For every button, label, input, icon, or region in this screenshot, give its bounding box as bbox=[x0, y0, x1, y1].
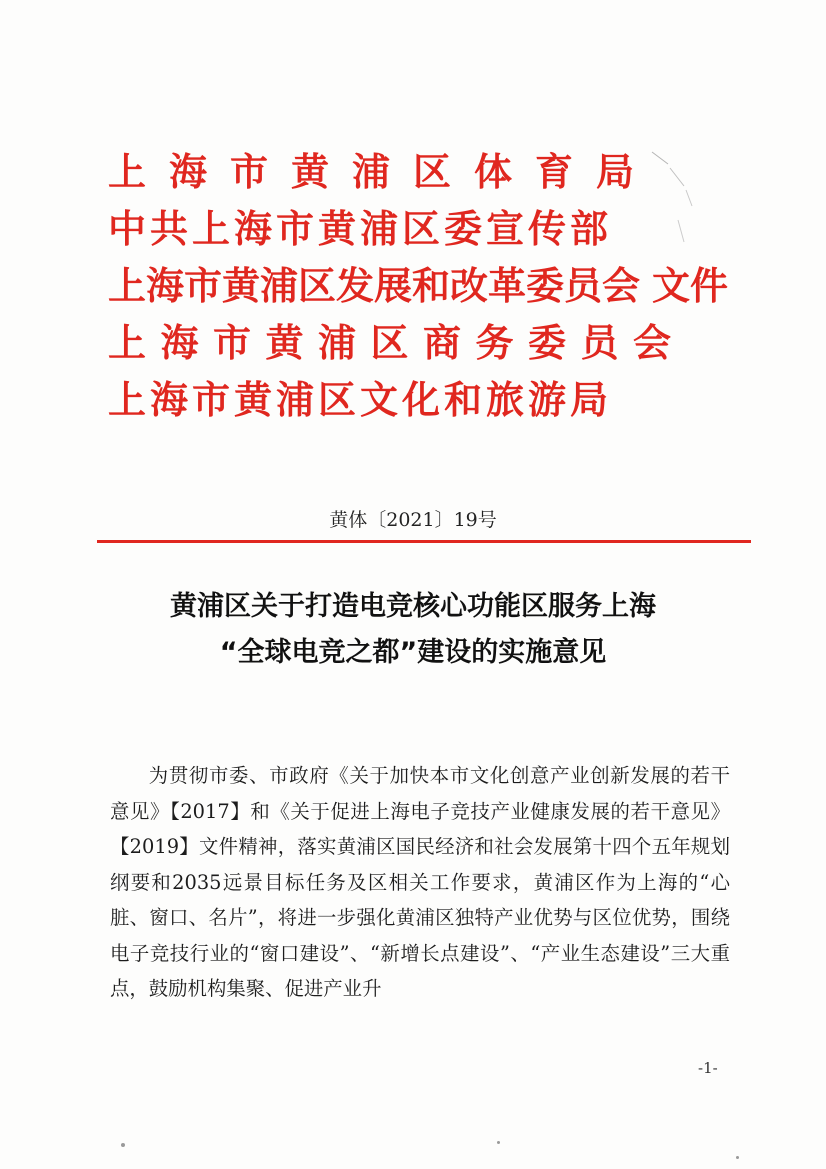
scan-speck bbox=[497, 1141, 500, 1144]
document-title-line-2: “全球电竞之都”建设的实施意见 bbox=[219, 637, 607, 668]
page-number: -1- bbox=[698, 1059, 718, 1077]
issuing-authorities bbox=[108, 148, 748, 428]
issuer-sports-bureau: 上海市黄浦区体育局 bbox=[108, 150, 658, 194]
red-divider bbox=[97, 540, 751, 543]
document-suffix: 文件 bbox=[652, 264, 729, 308]
scan-speck bbox=[736, 1156, 739, 1159]
scan-speck bbox=[121, 1143, 125, 1147]
issuer-culture-tourism-bureau: 上海市黄浦区文化和旅游局 bbox=[108, 378, 613, 422]
issuer-development-reform-commission: 上海市黄浦区发展和改革委员会 bbox=[108, 264, 641, 308]
body-paragraph: 为贯彻市委、市政府《关于加快本市文化创意产业创新发展的若干意见》【2017】和《关于促进上海电子竞技产业健康发展的若干意见》【2019】文件精神，落实黄浦区国民经济和社会发展第十四个五年规划纲要和2035远景目标任务及区相关工作要求，黄浦区作为上海的“心脏、窗口、名片”，将进一步强化黄浦区独特产业优势与区位优势，围绕电子竞技行业的“窗口建设”、“新增长点建设”、“产业生态建设”三大重点，鼓励机构集聚、促进产业升 bbox=[110, 764, 730, 1000]
document-title-line-1: 黄浦区关于打造电竞核心功能区服务上海 bbox=[170, 591, 656, 622]
document-number: 黄体〔2021〕19号 bbox=[329, 509, 497, 531]
issuer-publicity-department: 中共上海市黄浦区委宣传部 bbox=[108, 207, 613, 251]
issuer-commerce-commission: 上海市黄浦区商务委员会 bbox=[108, 321, 686, 365]
